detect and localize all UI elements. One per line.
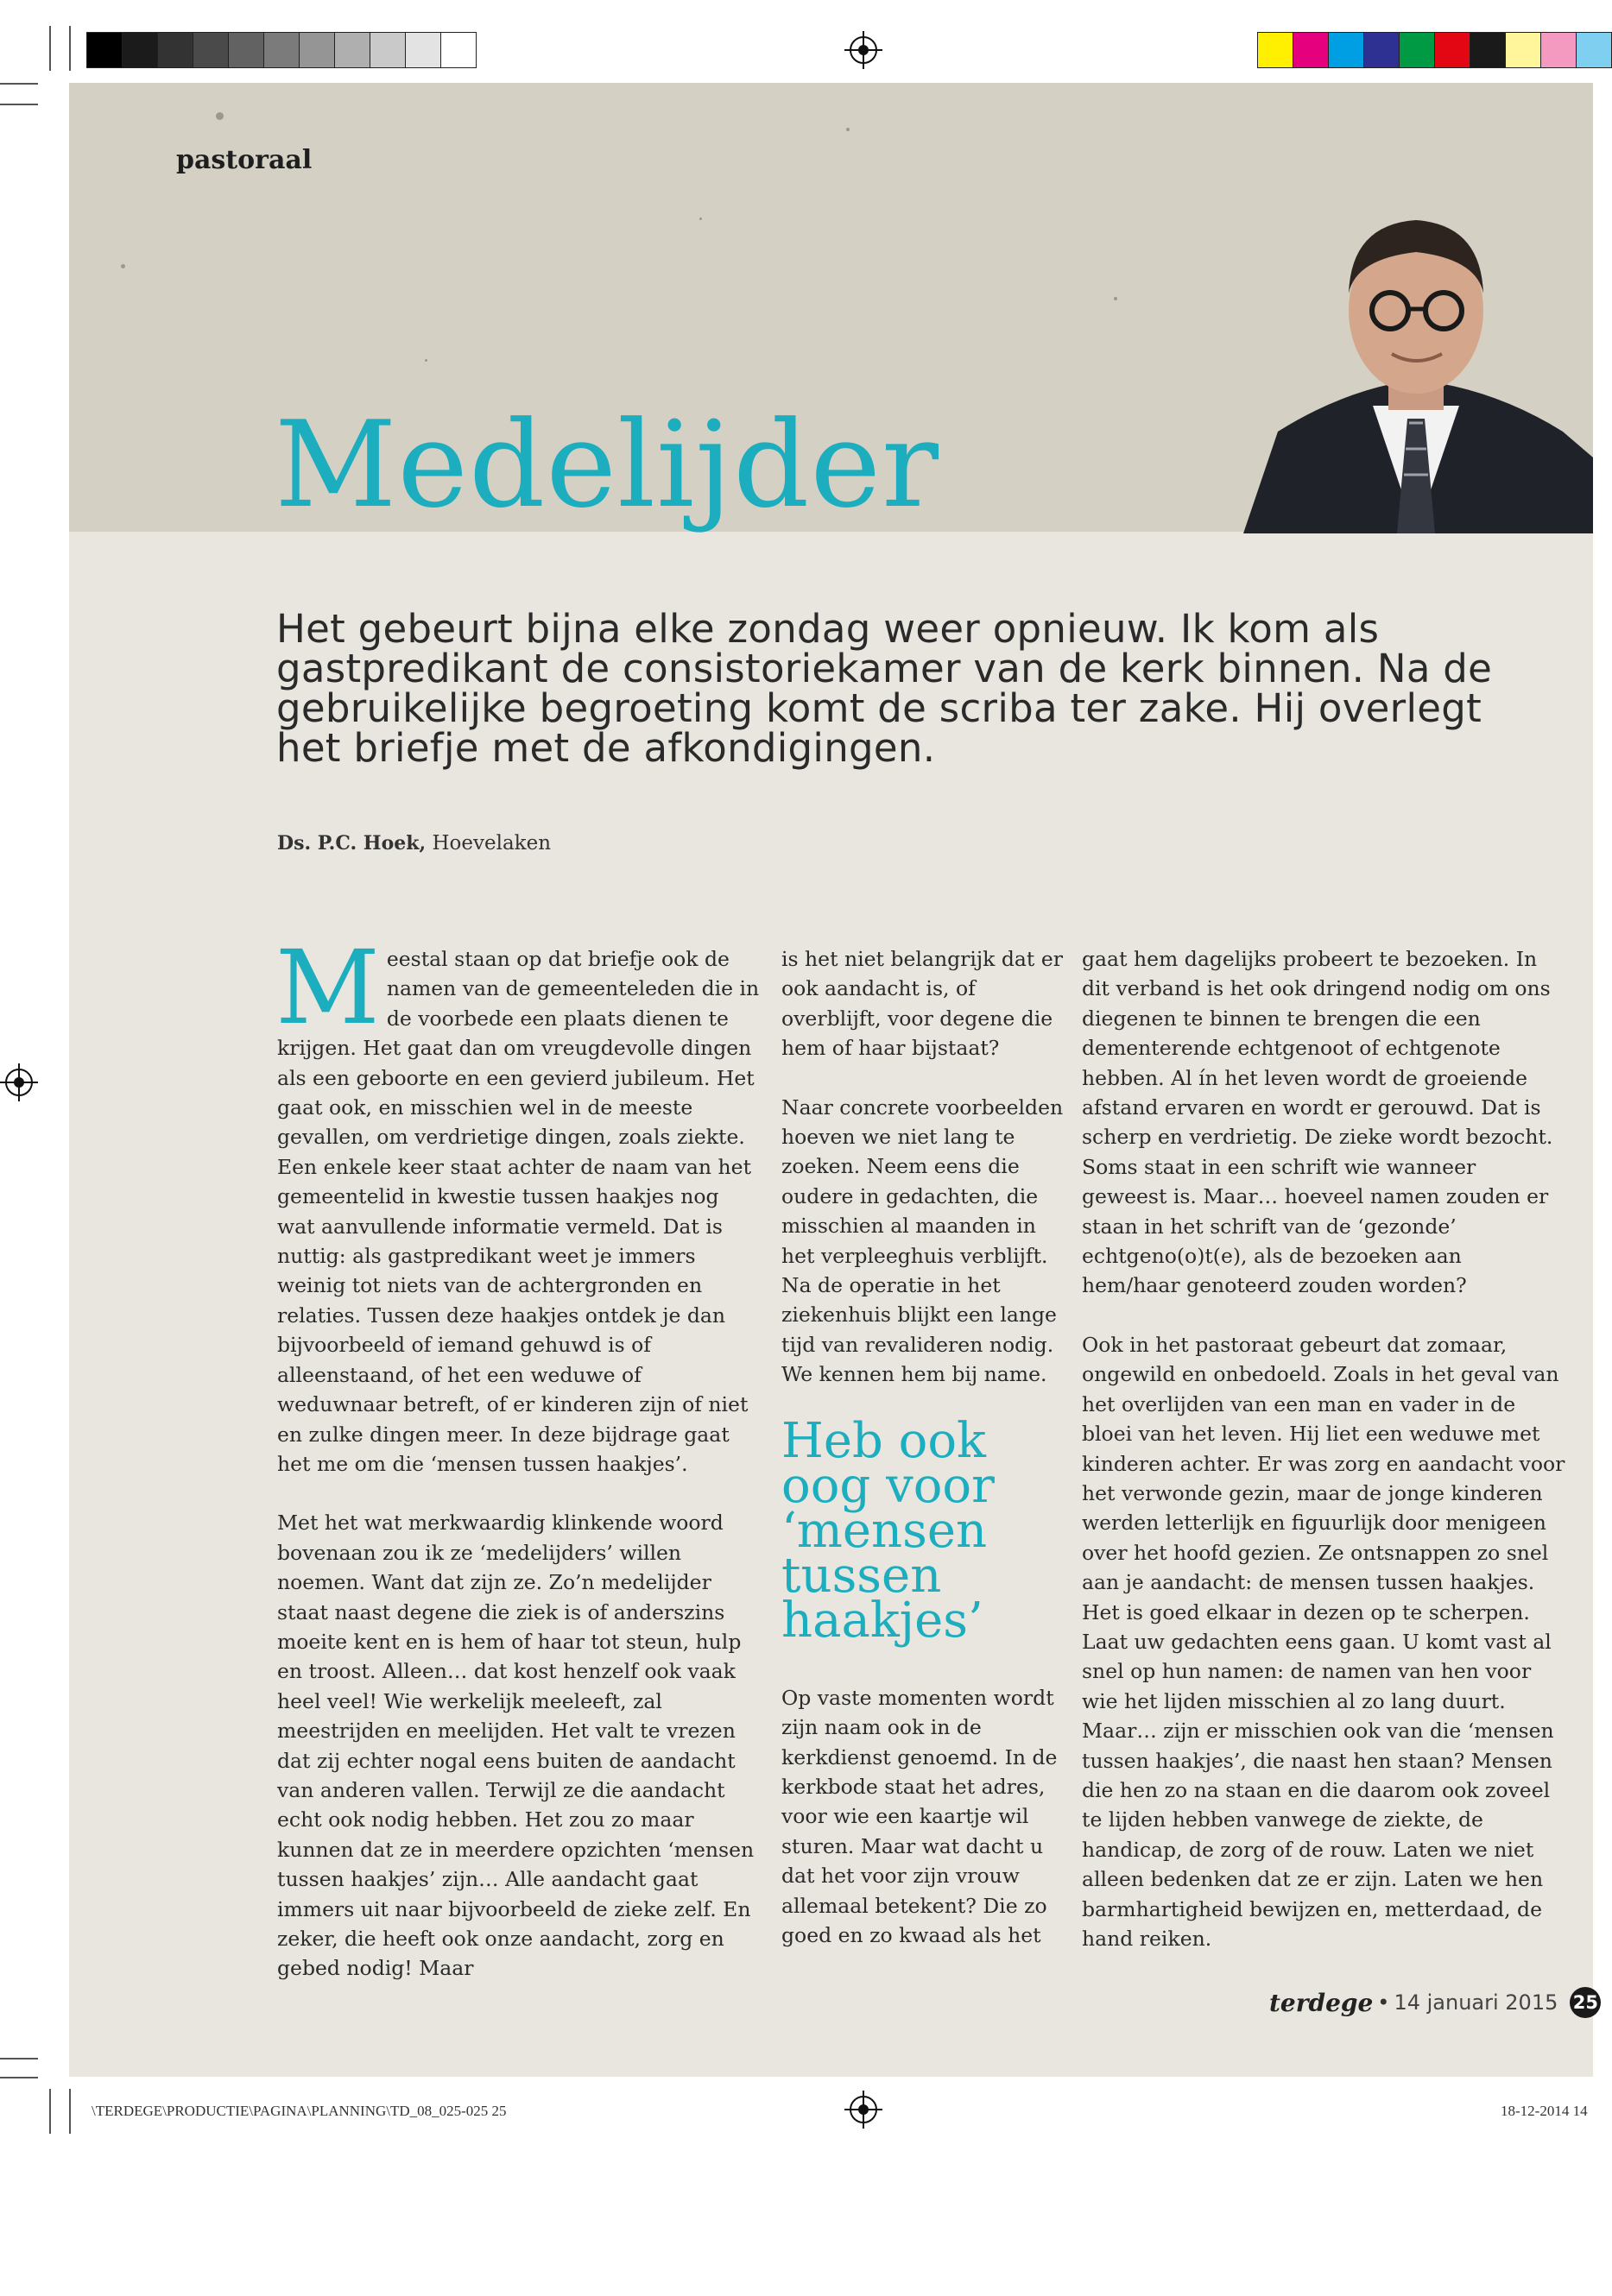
- gray-swatch: [264, 32, 300, 68]
- gray-swatch: [123, 32, 158, 68]
- registration-mark-bottom: [850, 2096, 877, 2123]
- gray-swatch: [441, 32, 477, 68]
- gray-swatch: [335, 32, 370, 68]
- author-place: Hoevelaken: [432, 832, 552, 855]
- author-name: Ds. P.C. Hoek,: [277, 832, 427, 855]
- print-slug: \TERDEGE\PRODUCTIE\PAGINA\PLANNING\TD_08_025-025 25: [92, 2103, 507, 2119]
- gray-swatch: [229, 32, 264, 68]
- grayscale-control-strip: [86, 32, 477, 68]
- gray-swatch: [300, 32, 335, 68]
- color-swatch: [1329, 32, 1364, 68]
- drop-cap: M: [275, 928, 380, 1047]
- crop-mark: [49, 26, 51, 71]
- color-swatch: [1577, 32, 1612, 68]
- section-label: pastoraal: [176, 145, 313, 175]
- article-intro: Het gebeurt bijna elke zondag weer opnieuw. Ik kom als gastpredikant de consistoriekamer van de kerk binnen. Na de gebruikelijke begroeting komt de scriba ter zake. Hij overlegt het briefje met de afkondigingen.: [276, 606, 1493, 771]
- paragraph-text: eestal staan op dat briefje ook de namen van de gemeenteleden die in de voorbede een plaats dienen te krijgen. Het gaat dan om vreugdevolle dingen als een geboorte en een gevierd jubileum. Het gaat ook, en misschien wel in de meeste gevallen, om verdrietige dingen, zoals ziekte. Een enkele keer staat achter de naam van het gemeentelid in kwestie tussen haakjes nog wat aanvullende informatie vermeld. Dat is nuttig: als gastpredikant weet je immers weinig tot niets van de achtergronden en relaties. Tussen deze haakjes ontdek je dan bijvoorbeeld of iemand gehuwd is of alleenstaand, of het een weduwe of weduwnaar betreft, of er kinderen zijn of niet en zulke dingen meer. In deze bijdrage gaat het me om die ‘mensen tussen haakjes’.: [277, 947, 760, 1476]
- body-column-1: [275, 928, 761, 1984]
- paragraph: is het niet belangrijk dat er ook aandacht is, of overblijft, voor degene die hem of haar bijstaat?: [781, 947, 1063, 1061]
- paragraph: Ook in het pastoraat gebeurt dat zomaar, ongewild en onbedoeld. Zoals in het geval van het overlijden van een man en vader in de bloei van het leven. Hij liet een weduwe met kinderen achter. Er was zorg en aandacht voor het verwonde gezin, maar de jonge kinderen werden letterlijk en figuurlijk door menigeen over het hoofd gezien. Ze ontsnappen zo snel aan je aandacht: de mensen tussen haakjes. Het is goed elkaar in dezen op te scherpen. Laat uw gedachten eens gaan. U komt vast al snel op hun namen: de namen van hen voor wie het lijden misschien al zo lang duurt. Maar… zijn er misschien ook van die ‘mensen tussen haakjes’, die naast hen staan? Mensen die hen zo na staan en die daarom ook zoveel te lijden hebben vanwege de ziekte, de handicap, de zorg of de rouw. Laten we niet alleen bedenken dat ze er zijn. Laten we hen barmhartigheid bewijzen en, metterdaad, de hand reiken.: [1082, 1332, 1565, 1951]
- gray-swatch: [86, 32, 123, 68]
- color-swatch: [1293, 32, 1329, 68]
- paragraph: Met het wat merkwaardig klinkende woord bovenaan zou ik ze ‘medelijders’ willen noemen. Want dat zijn ze. Zo’n medelijder staat naast degene die ziek is of anderszins moeite kent en is hem of haar tot steun, hulp en troost. Alleen… dat kost henzelf ook vaak heel veel! Wie werkelijk meeleeft, zal meestrijden en meelijden. Het valt te vrezen dat zij echter nogal eens buiten de aandacht van anderen vallen. Terwijl ze die aandacht echt ook nodig hebben. Het zou zo maar kunnen dat ze in meerdere opzichten ‘mensen tussen haakjes’ zijn… Alle aandacht gaat immers uit naar bijvoorbeeld de zieke zelf. En zeker, die heeft ook onze aandacht, zorg en gebed nodig! Maar: [277, 1511, 755, 1981]
- crop-mark: [0, 2077, 38, 2078]
- page-footer: [1269, 1987, 1601, 2018]
- author-portrait: [1243, 173, 1593, 533]
- color-swatch: [1364, 32, 1400, 68]
- print-timestamp: 18-12-2014 14: [1501, 2103, 1588, 2119]
- page-number: 25: [1570, 1987, 1601, 2018]
- crop-mark: [0, 104, 38, 105]
- crop-mark: [0, 2058, 38, 2059]
- color-swatch: [1506, 32, 1541, 68]
- gray-swatch: [193, 32, 229, 68]
- paragraph: Op vaste momenten wordt zijn naam ook in de kerkdienst genoemd. In de kerkbode staat het adres, voor wie een kaartje wil sturen. Maar wat dacht u dat het voor zijn vrouw allemaal betekent? Die zo goed en zo kwaad als het: [781, 1685, 1058, 1947]
- paragraph: [275, 928, 761, 1479]
- issue-date: 14 januari 2015: [1394, 1990, 1558, 2015]
- article-title: Medelijder: [275, 395, 940, 534]
- pull-quote: Heb ook oog voor ‘mensen tussen haakjes’: [781, 1412, 995, 1649]
- color-swatch: [1541, 32, 1577, 68]
- byline: [277, 832, 551, 855]
- color-swatch: [1400, 32, 1435, 68]
- crop-mark: [0, 83, 38, 85]
- paragraph: gaat hem dagelijks probeert te bezoeken. In dit verband is het ook dringend nodig om ons diegenen te binnen te brengen die een dementerende echtgenoot of echtgenote hebben. Al ín het leven wordt de groeiende afstand ervaren en wordt er gerouwd. Dat is scherp en verdrietig. De zieke wordt bezocht. Soms staat in een schrift wie wanneer geweest is. Maar… hoeveel namen zouden er staan in het schrift van de ‘gezonde’ echtgeno(o)t(e), als de bezoeken aan hem/haar genoteerd zouden worden?: [1082, 947, 1553, 1298]
- brand-logo: terdege: [1269, 1988, 1374, 2017]
- separator: •: [1377, 1990, 1390, 2015]
- registration-mark-left: [5, 1069, 33, 1096]
- gray-swatch: [370, 32, 406, 68]
- gray-swatch: [158, 32, 193, 68]
- body-column-2: [781, 944, 1066, 1950]
- crop-mark: [49, 2089, 51, 2134]
- paragraph: Naar concrete voorbeelden hoeven we niet lang te zoeken. Neem eens die oudere in gedachten, die misschien al maanden in het verpleeghuis verblijft. Na de operatie in het ziekenhuis blijkt een lange tijd van revalideren nodig. We kennen hem bij name.: [781, 1094, 1064, 1387]
- crop-mark: [69, 2089, 71, 2134]
- gray-swatch: [406, 32, 441, 68]
- body-column-3: [1082, 944, 1565, 1953]
- color-swatch: [1470, 32, 1506, 68]
- color-control-strip: [1257, 32, 1612, 68]
- color-swatch: [1257, 32, 1293, 68]
- registration-mark-top: [850, 36, 877, 64]
- crop-mark: [69, 26, 71, 71]
- color-swatch: [1435, 32, 1470, 68]
